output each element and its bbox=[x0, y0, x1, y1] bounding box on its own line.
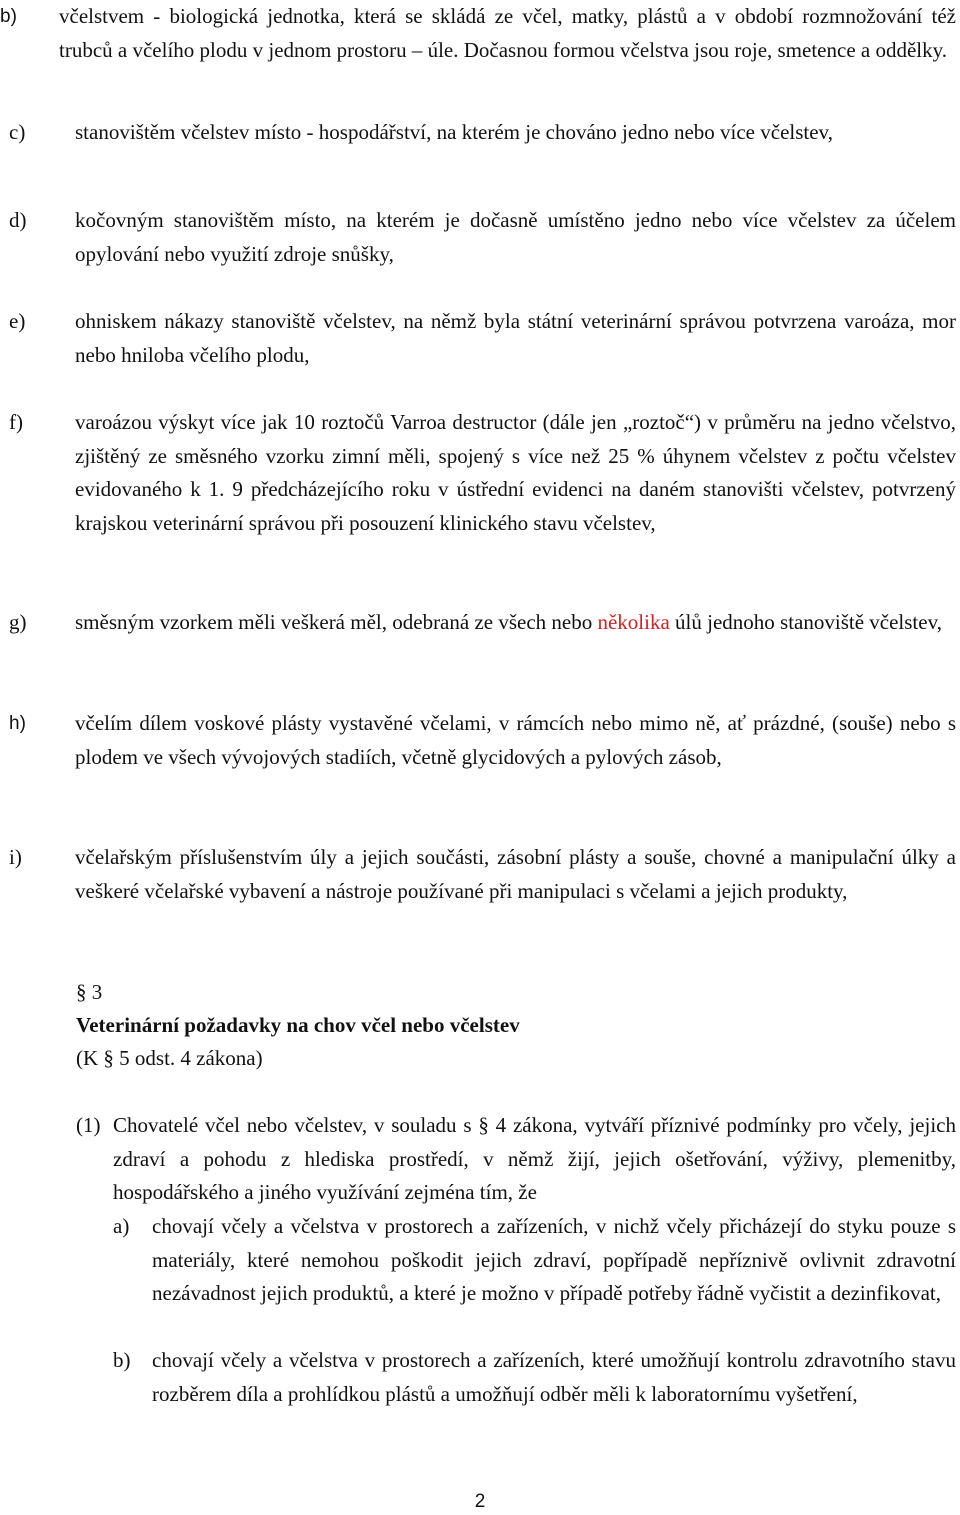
definition-b bbox=[0, 0, 956, 67]
definition-text-part: úlů jednoho stanoviště včelstev, bbox=[669, 610, 942, 634]
item-text: chovají včely a včelstva v prostorech a zařízeních, v nichž včely přicházejí do styku pouze s materiály, které nemohou poškodit jejich zdraví, popřípadě nepříznivě ovlivnit zdravotní nezávadnost jejich produktů, a které je možno v případě potřeby řádně vyčistit a dezinfikovat, bbox=[152, 1214, 956, 1305]
definition-text: varoázou výskyt více jak 10 roztočů Varroa destructor (dále jen „roztoč“) v průměru na jedno včelstvo, zjištěný ze směsného vzorku zimní měli, spojený s více než 25 % úhynem včelstev z počtu včelstev evidovaného k 1. 9 předcházejícího roku v ústřední evidenci na daném stanovišti včelstev, potvrzený krajskou veterinární správou při posouzení klinického stavu včelstev, bbox=[75, 410, 956, 535]
definition-text: včelařským příslušenstvím úly a jejich součásti, zásobní plásty a souše, chovné a manipulační úlky a veškeré včelařské vybavení a nástroje používané při manipulaci s včelami a jejich produkty, bbox=[75, 845, 956, 903]
definition-label: b) bbox=[0, 6, 17, 27]
definition-h bbox=[0, 707, 956, 774]
page-number: 2 bbox=[474, 1491, 486, 1512]
paragraph-item-b bbox=[113, 1344, 956, 1411]
section-reference: (K § 5 odst. 4 zákona) bbox=[76, 1046, 263, 1070]
definition-label: f) bbox=[9, 410, 23, 434]
definition-g bbox=[0, 606, 956, 640]
item-text: chovají včely a včelstva v prostorech a zařízeních, které umožňují kontrolu zdravotního stavu rozběrem díla a prohlídkou plástů a umožňují odběr měli k laboratornímu vyšetření, bbox=[152, 1348, 956, 1406]
definition-f bbox=[0, 406, 956, 540]
definition-text: ohniskem nákazy stanoviště včelstev, na němž byla státní veterinární správou potvrzena varoáza, mor nebo hniloba včelího plodu, bbox=[75, 309, 956, 367]
definition-text: stanovištěm včelstev místo - hospodářství, na kterém je chováno jedno nebo více včelstev, bbox=[75, 120, 833, 144]
item-label: a) bbox=[113, 1214, 130, 1238]
definition-label: h) bbox=[9, 713, 26, 734]
highlighted-word: několika bbox=[597, 610, 670, 634]
definition-label: i) bbox=[9, 845, 22, 869]
paragraph-item-a bbox=[113, 1210, 956, 1311]
definition-c bbox=[0, 116, 956, 150]
definition-text: včelstvem - biologická jednotka, která se skládá ze včel, matky, plástů a v období rozmnožování též trubců a včelího plodu v jednom prostoru – úle. Dočasnou formou včelstva jsou roje, smetence a oddělky. bbox=[59, 4, 956, 62]
item-label: b) bbox=[113, 1348, 131, 1372]
definition-label: d) bbox=[9, 208, 27, 232]
definition-text: kočovným stanovištěm místo, na kterém je dočasně umístěno jedno nebo více včelstev za účelem opylování nebo využití zdroje snůšky, bbox=[75, 208, 956, 266]
definition-text-part: směsným vzorkem měli veškerá měl, odebraná ze všech nebo bbox=[75, 610, 598, 634]
section-number: § 3 bbox=[76, 980, 103, 1004]
definition-e bbox=[0, 305, 956, 372]
definition-label: c) bbox=[9, 120, 26, 144]
section-title: Veterinární požadavky na chov včel nebo včelstev bbox=[76, 1013, 520, 1037]
definition-i bbox=[0, 841, 956, 908]
definition-label: g) bbox=[9, 610, 27, 634]
paragraph-text: Chovatelé včel nebo včelstev, v souladu s § 4 zákona, vytváří příznivé podmínky pro včely, jejich zdraví a pohodu z hlediska prostředí, v němž žijí, jejich ošetřování, výživy, plemenitby, hospodářského a jiného využívání zejména tím, že bbox=[113, 1113, 956, 1204]
definition-d bbox=[0, 204, 956, 271]
definition-label: e) bbox=[9, 309, 26, 333]
definition-text bbox=[75, 606, 956, 640]
definition-text: včelím dílem voskové plásty vystavěné včelami, v rámcích nebo mimo ně, ať prázdné, (souše) nebo s plodem ve všech vývojových stadiích, včetně glycidových a pylových zásob, bbox=[75, 711, 956, 769]
paragraph-1 bbox=[76, 1109, 956, 1210]
paragraph-number: (1) bbox=[76, 1113, 101, 1137]
